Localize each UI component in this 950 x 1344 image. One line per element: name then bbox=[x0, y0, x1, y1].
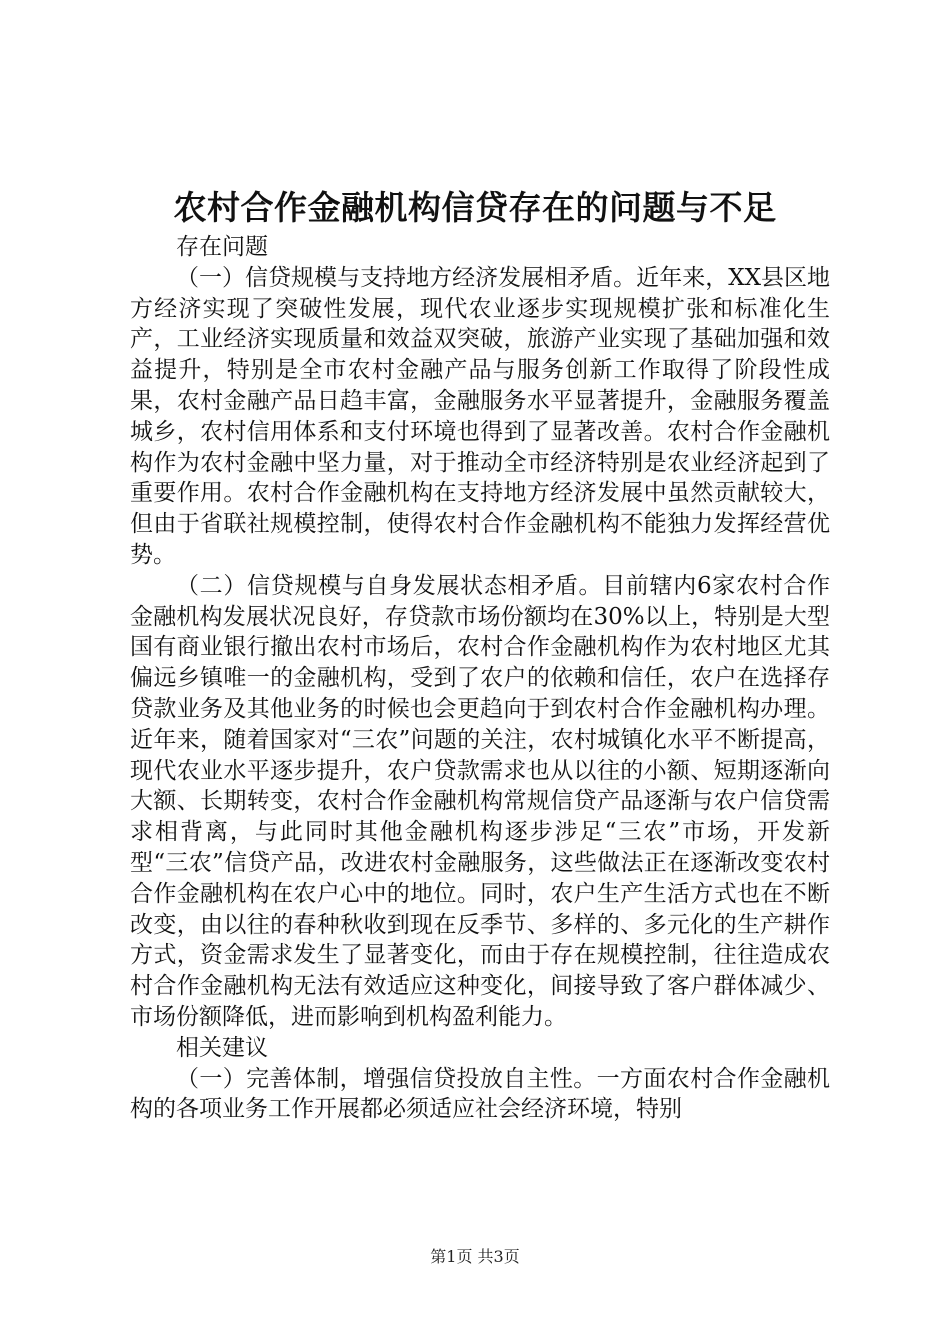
body-paragraph: （一）完善体制，增强信贷投放自主性。一方面农村合作金融机构的各项业务工作开展都必须适应社会经济环境，特别 bbox=[130, 1065, 830, 1123]
body-paragraph: （二）信贷规模与自身发展状态相矛盾。目前辖内6家农村合作金融机构发展状况良好，存贷款市场份额均在30%以上，特别是大型国有商业银行撤出农村市场后，农村合作金融机构作为农村地区尤其偏远乡镇唯一的金融机构，受到了农户的依赖和信任，农户在选择存贷款业务及其他业务的时候也会更趋向于到农村合作金融机构办理。近年来，随着国家对“三农”问题的关注，农村城镇化水平不断提高，现代农业水平逐步提升，农户贷款需求也从以往的小额、短期逐渐向大额、长期转变，农村合作金融机构常规信贷产品逐渐与农户信贷需求相背离，与此同时其他金融机构逐步涉足“三农”市场，开发新型“三农”信贷产品，改进农村金融服务，这些做法正在逐渐改变农村合作金融机构在农户心中的地位。同时，农户生产生活方式也在不断改变，由以往的春种秋收到现在反季节、多样的、多元化的生产耕作方式，资金需求发生了显著变化，而由于存在规模控制，往往造成农村合作金融机构无法有效适应这种变化，间接导致了客户群体减少、市场份额降低，进而影响到机构盈利能力。 bbox=[130, 572, 830, 1030]
page-footer: 第1页 共3页 bbox=[430, 1247, 520, 1266]
document-body bbox=[130, 232, 830, 1125]
body-paragraph: （一）信贷规模与支持地方经济发展相矛盾。近年来，XX县区地方经济实现了突破性发展，现代农业逐步实现规模扩张和标准化生产，工业经济实现质量和效益双突破，旅游产业实现了基础加强和效益提升，特别是全市农村金融产品与服务创新工作取得了阶段性成果，农村金融产品日趋丰富，金融服务水平显著提升，金融服务覆盖城乡，农村信用体系和支付环境也得到了显著改善。农村合作金融机构作为农村金融中坚力量，对于推动全市经济特别是农业经济起到了重要作用。农村合作金融机构在支持地方经济发展中虽然贡献较大，但由于省联社规模控制，使得农村合作金融机构不能独力发挥经营优势。 bbox=[130, 264, 830, 568]
section-heading: 存在问题 bbox=[176, 234, 268, 260]
section-heading: 相关建议 bbox=[176, 1034, 268, 1061]
document-title: 农村合作金融机构信贷存在的问题与不足 bbox=[173, 188, 777, 227]
